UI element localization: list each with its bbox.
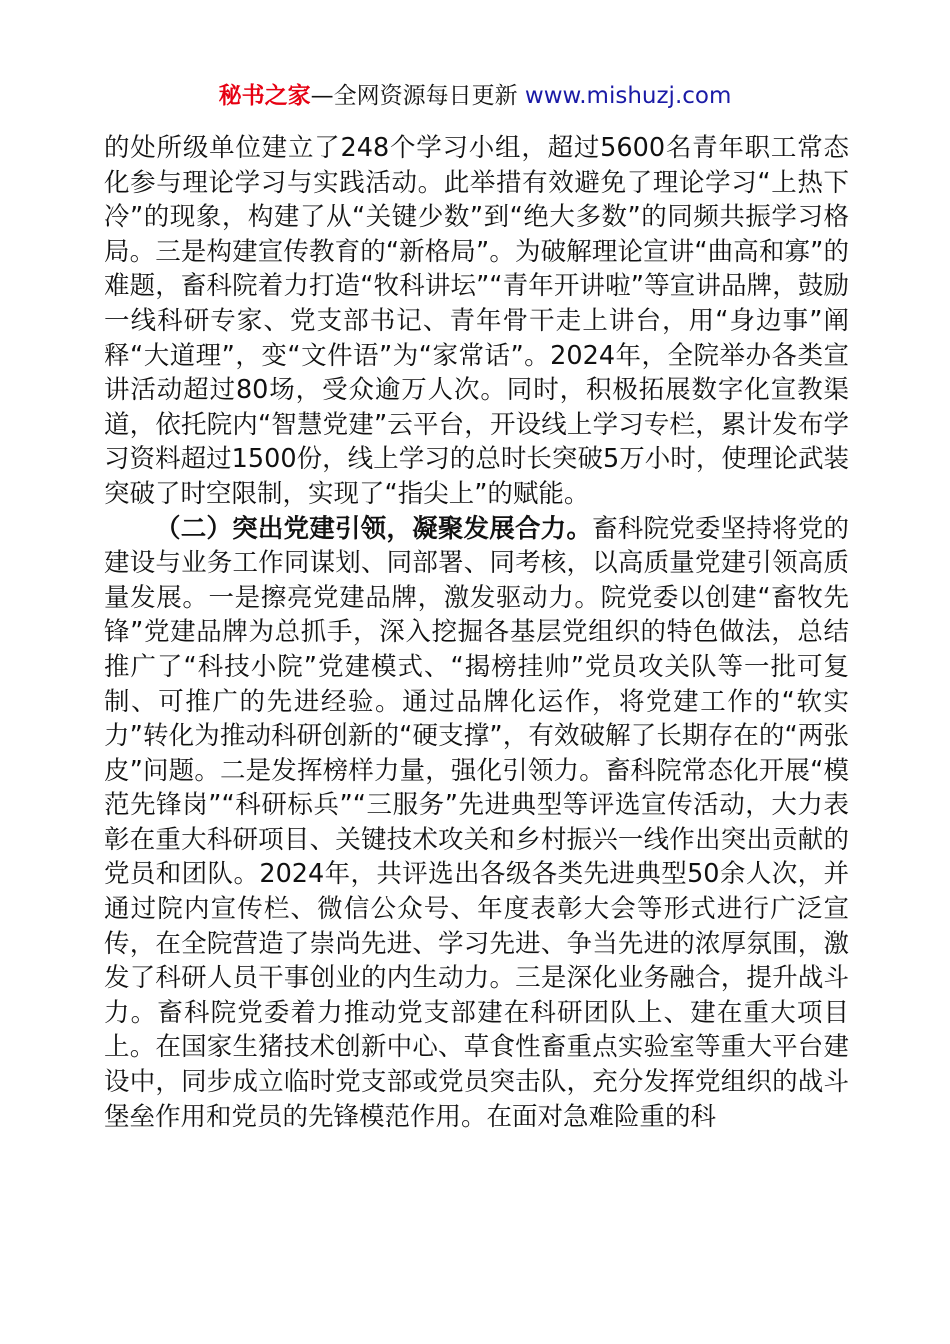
section-heading: （二）突出党建引领，凝聚发展合力。 <box>155 513 593 544</box>
paragraph-text: 畜科院党委坚持将党的建设与业务工作同谋划、同部署、同考核，以高质量党建引领高质量发展。一是擦亮党建品牌，激发驱动力。院党委以创建“畜牧先锋”党建品牌为总抓手，深入挖掘各基层党组织的特色做法，总结推广了“科技小院”党建模式、“揭榜挂帅”党员攻关队等一批可复制、可推广的先进经验。通过品牌化运作，将党建工作的“软实力”转化为推动科研创新的“硬支撑”，有效破解了长期存在的“两张皮”问题。二是发挥榜样力量，强化引领力。畜科院常态化开展“模范先锋岗”“科研标兵”“三服务”先进典型等评选宣传活动，大力表彰在重大科研项目、关键技术攻关和乡村振兴一线作出突出贡献的党员和团队。2024年，共评选出各级各类先进典型50余人次，并通过院内宣传栏、微信公众号、年度表彰大会等形式进行广泛宣传，在全院营造了崇尚先进、学习先进、争当先进的浓厚氛围，激发了科研人员干事创业的内生动力。三是深化业务融合，提升战斗力。畜科院党委着力推动党支部建在科研团队上、建在重大项目上。在国家生猪技术创新中心、草食性畜重点实验室等重大平台建设中，同步成立临时党支部或党员突击队，充分发挥党组织的战斗堡垒作用和党员的先锋模范作用。在面对急难险重的科 <box>104 513 849 1132</box>
paragraph-section-2 <box>104 512 849 1135</box>
site-brand: 秘书之家 <box>218 83 311 109</box>
site-url-link[interactable]: www.mishuzj.com <box>524 83 732 109</box>
document-body <box>104 131 849 1134</box>
site-slogan: —全网资源每日更新 <box>310 83 518 109</box>
paragraph-continued <box>104 131 849 512</box>
site-header <box>0 80 950 112</box>
paragraph-text: 的处所级单位建立了248个学习小组，超过5600名青年职工常态化参与理论学习与实践活动。此举措有效避免了理论学习“上热下冷”的现象，构建了从“关键少数”到“绝大多数”的同频共振学习格局。三是构建宣传教育的“新格局”。为破解理论宣讲“曲高和寡”的难题，畜科院着力打造“牧科讲坛”“青年开讲啦”等宣讲品牌，鼓励一线科研专家、党支部书记、青年骨干走上讲台，用“身边事”阐释“大道理”，变“文件语”为“家常话”。2024年，全院举办各类宣讲活动超过80场，受众逾万人次。同时，积极拓展数字化宣教渠道，依托院内“智慧党建”云平台，开设线上学习专栏，累计发布学习资料超过1500份，线上学习的总时长突破5万小时，使理论武装突破了时空限制，实现了“指尖上”的赋能。 <box>104 133 849 509</box>
